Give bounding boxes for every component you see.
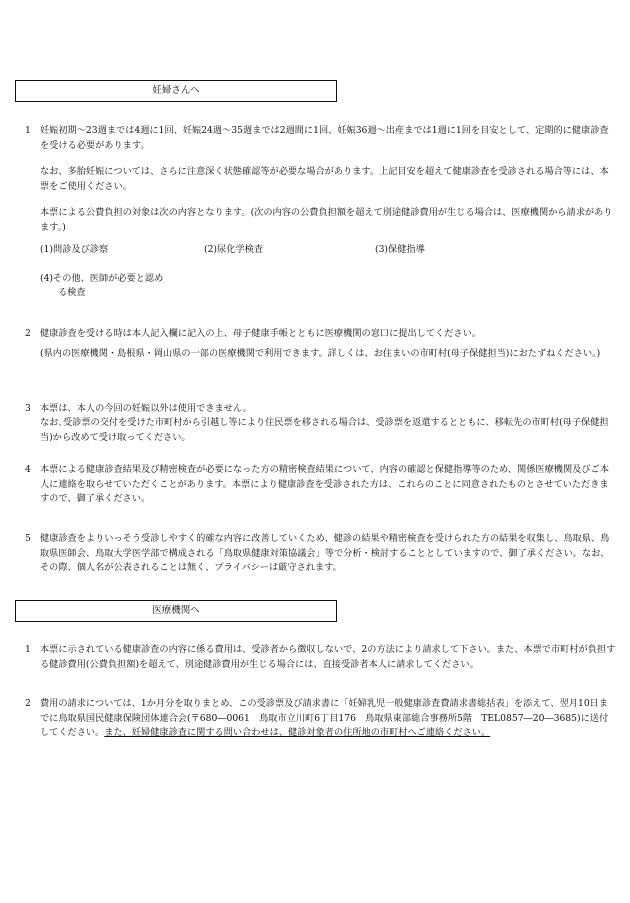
inquiry-note-underlined: また、妊婦健康診査に関する問い合わせは、健診対象者の住所地の市町村へご連絡ください。: [104, 727, 491, 738]
list-item-health-guidance: (3)保健指導: [375, 244, 425, 255]
result-contact-text: 本票による健康診査結果及び精密検査が必要になった方の精密検査結果について、内容の確認と保健指導等のため、関係医療機関及びご本人に連絡を取らせていただくことがあります。本票により健康診査を受診された方は、これらのことに同意されたものとさせていただきますので、御了承ください。: [40, 464, 609, 504]
list-item-other-tests: (4)その他、医師が必要と認め: [40, 273, 164, 284]
item-number: 2: [25, 328, 31, 339]
item-number: 2: [25, 698, 31, 709]
billing-address-text: 費用の請求については、1か月分を取りまとめ、この受診票及び請求書に「妊婦乳児一般健康診査費請求書総括表」を添えて、翌月10日までに鳥取県国民健康保険団体連合会(〒680―0061 鳥取市立川町6丁目176 鳥取県東部総合事務所5階 TEL0857―20―3685)に送付してください。: [40, 698, 609, 738]
multiple-pregnancy-text: なお、多胎妊娠については、さらに注意深く状態確認等が必要な場合があります。上記目安を超えて健康診査を受診される場合等には、本票をご使用ください。: [40, 166, 609, 192]
item-number: 4: [25, 464, 31, 475]
section-title: 医療機関へ: [152, 605, 200, 616]
submission-text: 健康診査を受ける時は本人記入欄に記入の上、母子健康手帳とともに医療機関の窓口に提出してください。: [40, 328, 481, 339]
list-item-urine-test: (2)尿化学検査: [204, 244, 263, 255]
section-title: 妊婦さんへ: [152, 85, 200, 96]
item-number: 5: [25, 533, 31, 544]
billing-submission-text: [40, 697, 616, 741]
item-number: 1: [25, 644, 31, 655]
public-expense-text: 本票による公費負担の対象は次の内容となります。(次の内容の公費負担額を超えて別途健診費用が生じる場合は、医療機関から請求があります。): [40, 207, 613, 233]
moving-notice-text: なお､受診票の交付を受けた市町村から引越し等により住民票を移される場合は、受診票を返還するとともに、移転先の市町村(母子保健担当)から改めて受け取ってください。: [40, 417, 609, 443]
section-header-pregnant-women: [15, 80, 337, 102]
usable-institutions-text: (県内の医療機関・島根県・岡山県の一部の医療機関で利用できます。詳しくは、お住まいの市町村(母子保健担当)におたずねください。): [40, 348, 601, 359]
data-analysis-text: 健康診査をよりいっそう受診しやすく的確な内容に改善していくため、健診の結果や精密検査を受けられた方の結果を収集し、鳥取県、鳥取県医師会、鳥取大学医学部で構成される「鳥取県健康対策協議会」等で分析・検討することとしていますので、御了承ください。なお、その際、個人名が公表されることは無く、プライバシーは厳守されます。: [40, 533, 610, 573]
list-item-consultation: (1)問診及び診察: [40, 244, 109, 255]
checkup-frequency-text: 妊娠初期～23週までは4週に1回、妊娠24週～35週までは2週間に1回、妊娠36週～出産までは1週に1回を目安として、定期的に健康診査を受ける必要があります。: [40, 125, 609, 151]
section-header-medical-institutions: [15, 600, 337, 622]
billing-method-text: 本票に示されている健康診査の内容に係る費用は、受診者から徴収しないで、2の方法により請求して下さい。また、本票で市町村が負担する健診費用(公費負担額)を超えて、別途健診費用が生じる場合には、直接受診者本人に請求してください。: [40, 644, 616, 670]
item-number: 3: [25, 403, 31, 414]
item-number: 1: [25, 125, 31, 136]
list-item-other-tests-cont: る検査: [58, 287, 86, 298]
usage-restriction-text: 本票は、本人の今回の妊娠以外は使用できません。: [40, 403, 252, 414]
